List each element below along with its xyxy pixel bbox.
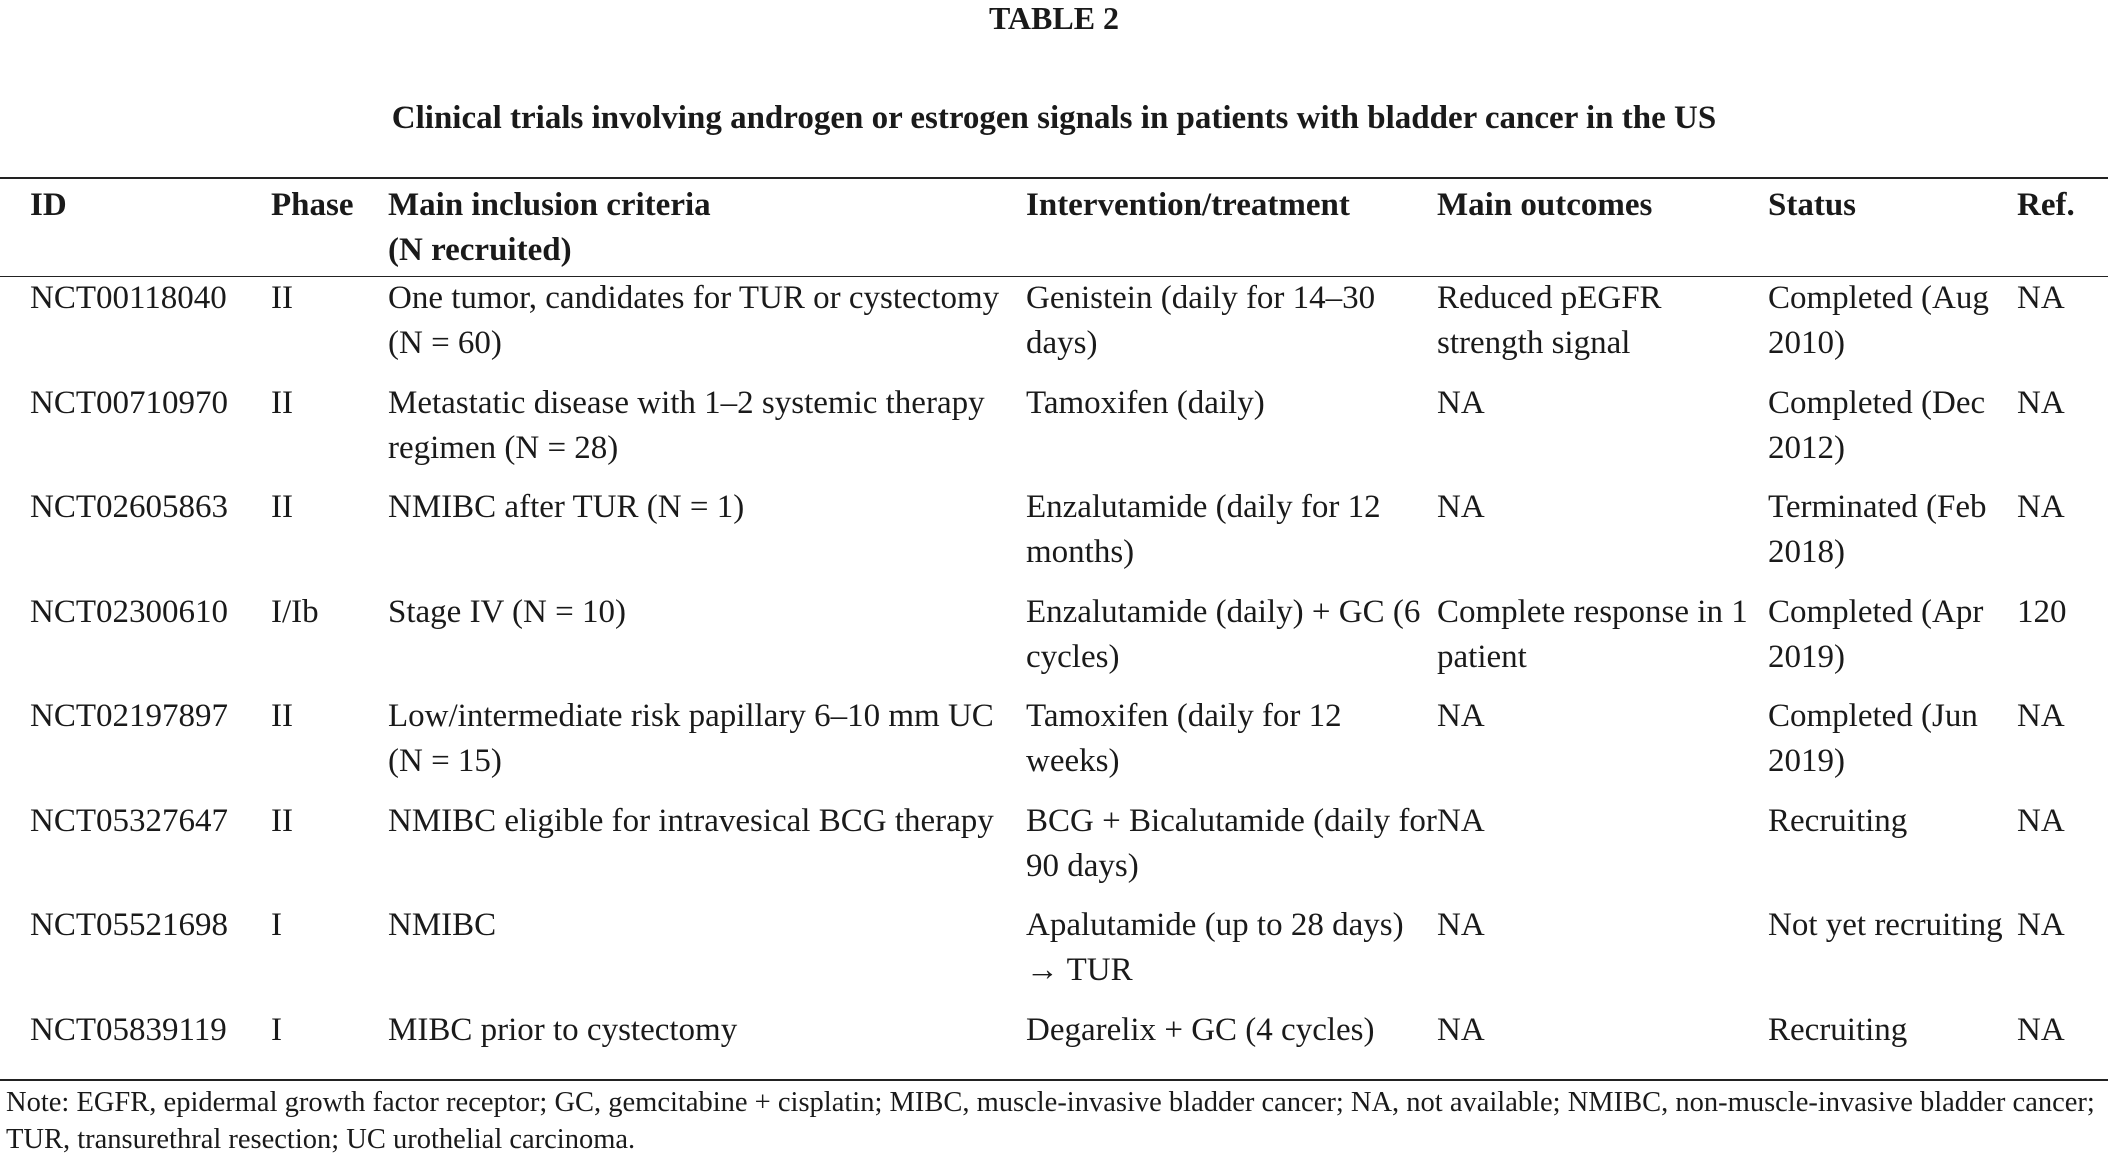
cell-status: Terminated (Feb 2018) <box>1768 489 1987 570</box>
cell-id: NCT02605863 <box>30 489 228 525</box>
cell-intervention: Degarelix + GC (4 cycles) <box>1026 1011 1375 1048</box>
table-caption: Clinical trials involving androgen or estrogen signals in patients with bladder cancer in the US <box>391 100 1717 136</box>
cell-intervention: Tamoxifen (daily) <box>1026 384 1265 421</box>
cell-id: NCT02197897 <box>30 698 228 734</box>
cell-outcomes: NA <box>1437 907 1485 943</box>
cell-criteria: One tumor, candidates for TUR or cystectomy (N = 60) <box>388 280 1000 361</box>
cell-criteria: MIBC prior to cystectomy <box>388 1011 738 1048</box>
table-row <box>0 276 2108 381</box>
cell-ref: NA <box>2017 802 2065 839</box>
cell-outcomes: NA <box>1437 802 1485 839</box>
cell-id: NCT00118040 <box>30 280 227 316</box>
cell-status: Completed (Jun 2019) <box>1768 698 1978 779</box>
cell-id: NCT02300610 <box>30 593 228 630</box>
cell-intervention: Enzalutamide (daily) + GC (6 cycles) <box>1026 593 1421 675</box>
cell-criteria: NMIBC after TUR (N = 1) <box>388 489 745 525</box>
cell-ref: NA <box>2017 1011 2065 1048</box>
cell-criteria: Low/intermediate risk papillary 6–10 mm UC (N = 15) <box>388 698 994 779</box>
cell-id: NCT05327647 <box>30 802 228 839</box>
column-header-ref: Ref. <box>2017 187 2075 223</box>
column-header-id: ID <box>30 187 67 223</box>
cell-criteria: Metastatic disease with 1–2 systemic therapy regimen (N = 28) <box>388 384 985 466</box>
cell-ref: NA <box>2017 698 2065 734</box>
cell-status: Completed (Apr 2019) <box>1768 593 1984 675</box>
cell-outcomes: Complete response in 1 patient <box>1437 593 1748 675</box>
cell-id: NCT05521698 <box>30 907 228 943</box>
cell-intervention: Tamoxifen (daily for 12 weeks) <box>1026 698 1342 779</box>
cell-outcomes: NA <box>1437 1011 1485 1048</box>
bottom-rule <box>0 1079 2108 1081</box>
cell-phase: II <box>271 802 293 839</box>
column-header-outcomes: Main outcomes <box>1437 187 1653 223</box>
cell-outcomes: NA <box>1437 698 1485 734</box>
cell-intervention: BCG + Bicalutamide (daily for 90 days) <box>1026 802 1437 884</box>
cell-outcomes: NA <box>1437 489 1485 525</box>
cell-status: Recruiting <box>1768 802 1908 839</box>
table-row <box>0 485 2108 590</box>
table-label: TABLE 2 <box>988 0 1120 36</box>
table-row <box>0 590 2108 695</box>
cell-id: NCT05839119 <box>30 1011 227 1048</box>
cell-status: Completed (Dec 2012) <box>1768 384 1986 466</box>
cell-phase: II <box>271 280 293 316</box>
cell-status: Recruiting <box>1768 1011 1908 1048</box>
top-rule <box>0 177 2108 179</box>
column-header-phase: Phase <box>271 187 354 223</box>
cell-phase: I/Ib <box>271 593 319 630</box>
table-row <box>0 799 2108 904</box>
cell-intervention: Apalutamide (up to 28 days) → TUR <box>1026 907 1404 988</box>
table-row <box>0 1008 2108 1068</box>
cell-criteria: NMIBC eligible for intravesical BCG therapy <box>388 802 994 839</box>
cell-ref: NA <box>2017 489 2065 525</box>
cell-outcomes: NA <box>1437 384 1485 421</box>
table-row <box>0 694 2108 799</box>
criteria-header-sub: (N recruited) <box>388 232 572 268</box>
cell-intervention: Enzalutamide (daily for 12 months) <box>1026 489 1381 570</box>
cell-ref: NA <box>2017 907 2065 943</box>
table-row <box>0 381 2108 486</box>
cell-criteria: NMIBC <box>388 907 497 943</box>
cell-phase: II <box>271 698 293 734</box>
column-header-intervention: Intervention/treatment <box>1026 187 1350 223</box>
cell-intervention: Genistein (daily for 14–30 days) <box>1026 280 1376 361</box>
cell-phase: I <box>271 907 282 943</box>
cell-phase: II <box>271 384 293 421</box>
clinical-trials-table <box>0 183 2108 1068</box>
cell-ref: NA <box>2017 280 2065 316</box>
cell-criteria: Stage IV (N = 10) <box>388 593 626 630</box>
table-row <box>0 903 2108 1008</box>
cell-outcomes: Reduced pEGFR strength signal <box>1437 280 1662 361</box>
cell-status: Not yet recruiting <box>1768 907 2003 943</box>
criteria-header-label: Main inclusion criteria <box>388 187 711 223</box>
header-row <box>0 183 2108 276</box>
cell-ref: NA <box>2017 384 2065 421</box>
table-footnote: Note: EGFR, epidermal growth factor receptor; GC, gemcitabine + cisplatin; MIBC, muscle-invasive bladder cancer; NA, not available; NMIBC, non-muscle-invasive bladder cancer; TUR, transurethral resection; UC urothelial carcinoma. <box>6 1087 2095 1155</box>
cell-phase: II <box>271 489 293 525</box>
cell-status: Completed (Aug 2010) <box>1768 280 1989 361</box>
cell-ref: 120 <box>2017 593 2067 630</box>
column-header-criteria <box>388 183 1026 276</box>
cell-id: NCT00710970 <box>30 384 228 421</box>
cell-phase: I <box>271 1011 282 1048</box>
column-header-status: Status <box>1768 187 1857 223</box>
